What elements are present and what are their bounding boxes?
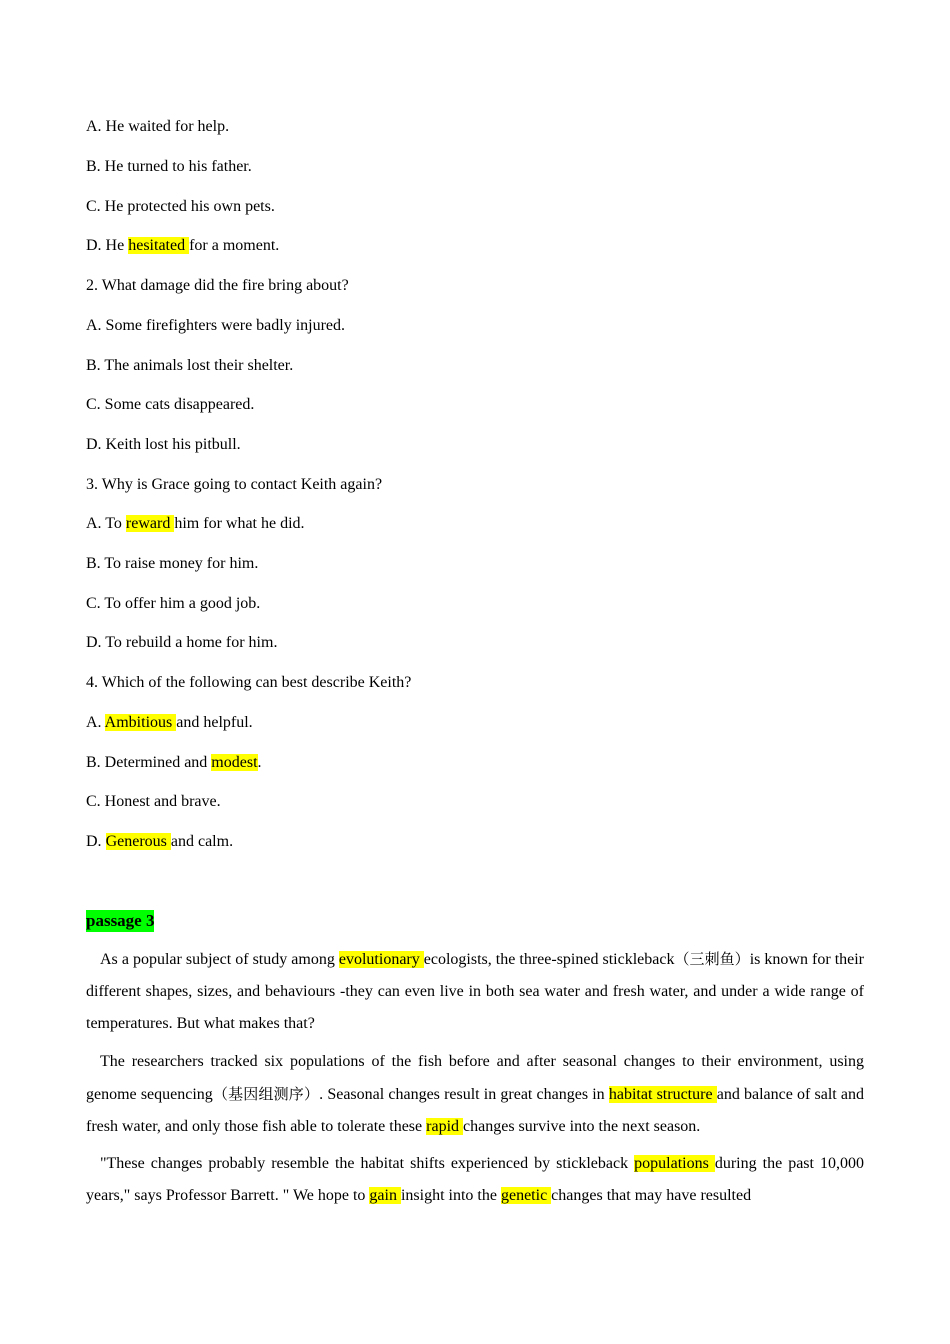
highlighted-word: rapid: [426, 1118, 464, 1135]
passage-paragraph-2: [86, 1046, 864, 1143]
passage-paragraph-1: [86, 943, 864, 1040]
highlighted-word: evolutionary: [338, 951, 424, 968]
highlighted-word: populations: [634, 1155, 715, 1172]
q1-option-d: [86, 236, 279, 256]
text-segment: changes survive into the next season.: [463, 1118, 701, 1135]
text-segment: The researchers tracked six populations of the fish before and after seasonal changes to their environment, using genome sequencing: [86, 1053, 864, 1103]
text-segment: and balance of salt and fresh water, and only those fish able to tolerate these: [86, 1086, 864, 1135]
q1-option-b: B. He turned to his father.: [86, 158, 252, 175]
text-segment: .: [257, 754, 262, 771]
q2-option-c: C. Some cats disappeared.: [86, 396, 255, 413]
q3-option-d: D. To rebuild a home for him.: [86, 634, 278, 651]
text-segment: D.: [86, 833, 106, 850]
q2-option-b: B. The animals lost their shelter.: [86, 357, 294, 374]
text-segment: insight into the: [400, 1187, 501, 1204]
q4-option-d: [86, 832, 233, 852]
q1-option-c: C. He protected his own pets.: [86, 198, 275, 215]
chinese-gloss: （三刺鱼）: [674, 950, 750, 968]
q1-option-a: A. He waited for help.: [86, 118, 230, 135]
highlighted-word: gain: [369, 1187, 401, 1204]
text-segment: "These changes probably resemble the habitat shifts experienced by stickleback: [100, 1155, 635, 1172]
passage-heading: passage 3: [86, 911, 155, 930]
q4-question: 4. Which of the following can best describe Keith?: [86, 674, 412, 691]
q3-option-b: B. To raise money for him.: [86, 555, 259, 572]
q2-option-d: D. Keith lost his pitbull.: [86, 436, 241, 453]
highlighted-word: modest: [211, 754, 258, 771]
text-segment: is known for their different shapes, sizes, and behaviours -they can even live in both sea water and fresh water, and under a wide range of temperatures. But what makes that?: [86, 951, 865, 1032]
text-segment: changes that may have resulted: [551, 1187, 752, 1204]
q2-option-a: A. Some firefighters were badly injured.: [86, 317, 346, 334]
text-segment: him for what he did.: [174, 515, 305, 532]
text-segment: for a moment.: [189, 237, 280, 254]
q3-question: 3. Why is Grace going to contact Keith again?: [86, 476, 383, 493]
highlighted-word: genetic: [500, 1187, 552, 1204]
q2-question: 2. What damage did the fire bring about?: [86, 277, 349, 294]
text-segment: and helpful.: [176, 714, 253, 731]
q3-option-c: C. To offer him a good job.: [86, 595, 261, 612]
q4-option-c: C. Honest and brave.: [86, 793, 221, 810]
passage-paragraph-3: [86, 1148, 864, 1212]
text-segment: A.: [86, 714, 105, 731]
text-segment: and calm.: [170, 833, 234, 850]
text-segment: A. To: [86, 515, 126, 532]
highlighted-word: reward: [125, 515, 175, 532]
highlighted-word: hesitated: [128, 237, 190, 254]
text-segment: As a popular subject of study among: [100, 951, 339, 968]
highlighted-word: habitat structure: [608, 1086, 717, 1103]
text-segment: D. He: [86, 237, 129, 254]
q4-option-a: [86, 713, 253, 733]
text-segment: B. Determined and: [86, 754, 212, 771]
text-segment: . Seasonal changes result in great changes in: [319, 1086, 609, 1103]
chinese-gloss: （基因组测序）: [212, 1085, 320, 1103]
highlighted-word: Ambitious: [104, 714, 177, 731]
q4-option-b: [86, 753, 262, 773]
text-segment: ecologists, the three-spined stickleback: [423, 951, 675, 968]
q3-option-a: [86, 514, 305, 534]
text-segment: during the past 10,000 years," says Professor Barrett. " We hope to: [86, 1155, 864, 1204]
highlighted-word: Generous: [105, 833, 171, 850]
